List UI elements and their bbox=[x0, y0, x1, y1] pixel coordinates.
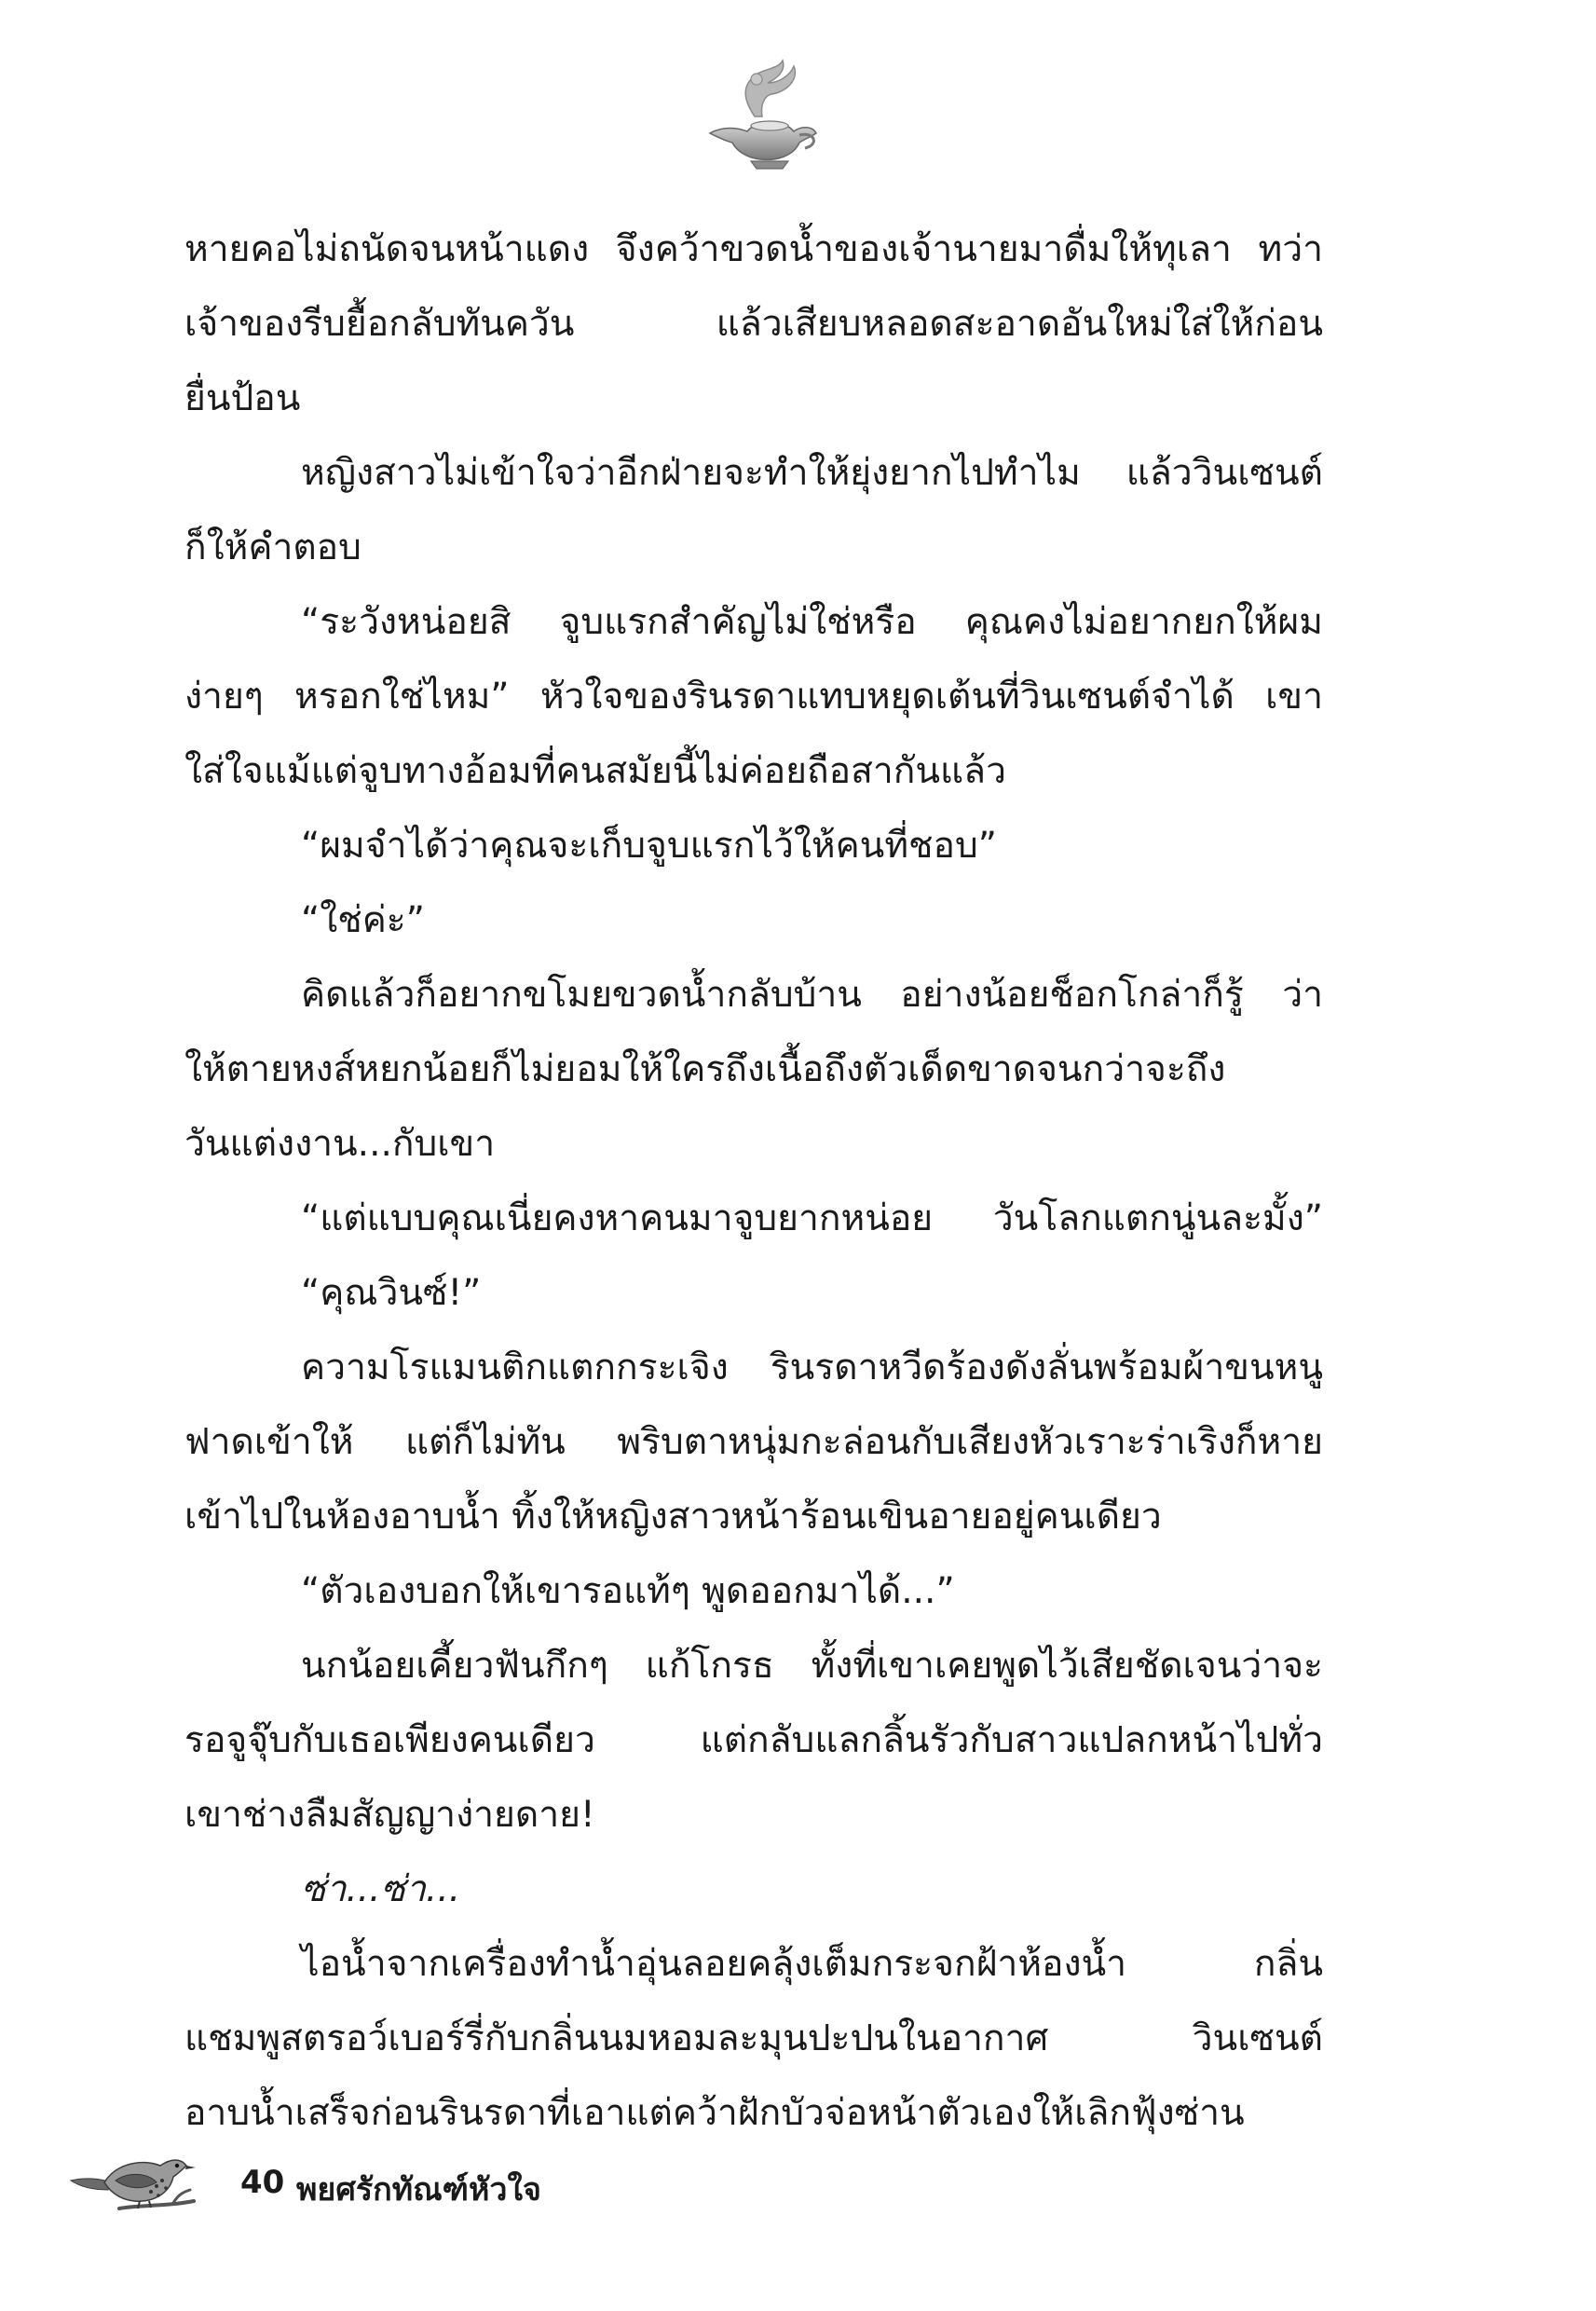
text-line: แชมพูสตรอว์เบอร์รี่กับกลิ่นนมหอมละมุนปะปนในอากาศ วินเซนต์ bbox=[184, 2017, 1323, 2059]
text-line: อาบน้ำเสร็จก่อนรินรดาที่เอาแต่คว้าฝักบัวจ่อหน้าตัวเองให้เลิกฟุ้งซ่าน bbox=[184, 2092, 1245, 2134]
text-line: เจ้าของรีบยื้อกลับทันควัน แล้วเสียบหลอดสะอาดอันใหม่ใส่ให้ก่อน bbox=[184, 303, 1323, 345]
text-line: หญิงสาวไม่เข้าใจว่าอีกฝ่ายจะทำให้ยุ่งยากไปทำไม แล้ววินเซนต์ bbox=[301, 452, 1323, 494]
text-line: รอจูจุ๊บกับเธอเพียงคนเดียว แต่กลับแลกลิ้นรัวกับสาวแปลกหน้าไปทั่ว bbox=[184, 1719, 1323, 1761]
text-line: นกน้อยเคี้ยวฟันกึกๆ แก้โกรธ ทั้งที่เขาเคยพูดไว้เสียชัดเจนว่าจะ bbox=[301, 1645, 1323, 1687]
text-line: เขาช่างลืมสัญญาง่ายดาย! bbox=[184, 1794, 595, 1836]
text-line: ความโรแมนติกแตกกระเจิง รินรดาหวีดร้องดังลั่นพร้อมผ้าขนหนู bbox=[301, 1347, 1323, 1388]
text-line: ฟาดเข้าให้ แต่ก็ไม่ทัน พริบตาหนุ่มกะล่อนกับเสียงหัวเราะร่าเริงก็หาย bbox=[184, 1421, 1323, 1463]
genie-lamp-icon bbox=[689, 51, 829, 172]
text-line: “แต่แบบคุณเนี่ยคงหาคนมาจูบยากหน่อย วันโลกแตกนู่นละมั้ง” bbox=[301, 1197, 1323, 1239]
text-line: เข้าไปในห้องอาบน้ำ ทิ้งให้หญิงสาวหน้าร้อนเขินอายอยู่คนเดียว bbox=[184, 1496, 1162, 1538]
text-line: “ระวังหน่อยสิ จูบแรกสำคัญไม่ใช่หรือ คุณคงไม่อยากยกให้ผม bbox=[301, 601, 1323, 643]
text-line: “ใช่ค่ะ” bbox=[301, 899, 425, 941]
bird-icon bbox=[63, 2115, 203, 2227]
text-line: ยื่นป้อน bbox=[184, 377, 301, 419]
text-line: ก็ให้คำตอบ bbox=[184, 526, 361, 568]
text-line: วันแต่งงาน...กับเขา bbox=[184, 1123, 496, 1165]
book-title: พยศรักทัณฑ์หัวใจ bbox=[296, 2171, 541, 2208]
text-line: ใส่ใจแม้แต่จูบทางอ้อมที่คนสมัยนี้ไม่ค่อยถือสากันแล้ว bbox=[184, 750, 1006, 792]
text-line: ซ่า...ซ่า... bbox=[301, 1868, 461, 1910]
text-line: “คุณวินซ์!” bbox=[301, 1272, 482, 1314]
text-line: ง่ายๆ หรอกใช่ไหม” หัวใจของรินรดาแทบหยุดเต้นที่วินเซนต์จำได้ เขา bbox=[184, 676, 1323, 718]
page-footer bbox=[63, 2115, 809, 2227]
text-line: “ตัวเองบอกให้เขารอแท้ๆ พูดออกมาได้...” bbox=[301, 1570, 955, 1612]
text-line: ไอน้ำจากเครื่องทำน้ำอุ่นลอยคลุ้งเต็มกระจกฝ้าห้องน้ำ กลิ่น bbox=[301, 1943, 1323, 1985]
text-line: คิดแล้วก็อยากขโมยขวดน้ำกลับบ้าน อย่างน้อยช็อกโกล่าก็รู้ ว่า bbox=[301, 974, 1323, 1016]
text-line: ให้ตายหงส์หยกน้อยก็ไม่ยอมให้ใครถึงเนื้อถึงตัวเด็ดขาดจนกว่าจะถึง bbox=[184, 1048, 1226, 1090]
text-line: หายคอไม่ถนัดจนหน้าแดง จึงคว้าขวดน้ำของเจ้านายมาดื่มให้ทุเลา ทว่า bbox=[184, 228, 1323, 270]
body-text bbox=[184, 212, 1323, 2151]
page-number: 40 bbox=[240, 2164, 285, 2201]
text-line: “ผมจำได้ว่าคุณจะเก็บจูบแรกไว้ให้คนที่ชอบ” bbox=[301, 825, 997, 867]
